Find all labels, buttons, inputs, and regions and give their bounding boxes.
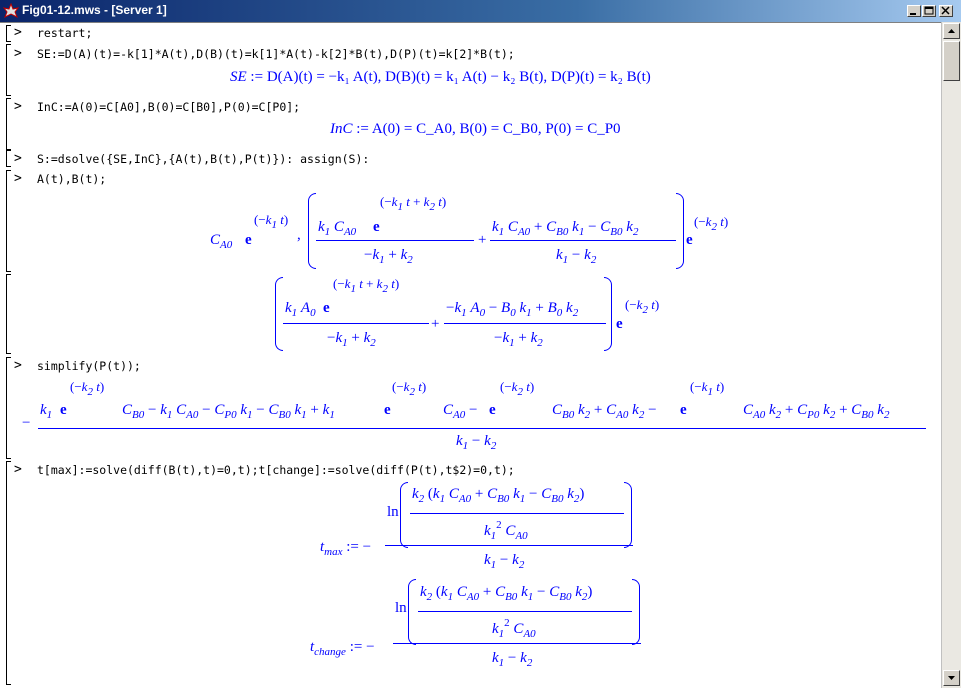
prompt: > <box>14 358 22 373</box>
output-se-name: SE <box>230 69 247 85</box>
scroll-thumb[interactable] <box>943 41 960 81</box>
tmax-label-subscript: max <box>324 546 343 558</box>
ln-label: ln <box>395 600 407 616</box>
output-se-rhs: D(A)(t) = −k₁ A(t), D(B)(t) = k₁ A(t) − k₂ B(t), D(P)(t) = k₂ B(t) <box>266 69 651 85</box>
arrow-up-icon <box>944 24 959 38</box>
assign-operator: := <box>356 121 369 137</box>
assign-operator: := <box>346 539 359 555</box>
command-se[interactable]: SE:=D(A)(t)=-k[1]*A(t),D(B)(t)=k[1]*A(t)-k[2]*B(t),D(P)(t)=k[2]*B(t); <box>37 47 515 61</box>
ln-label: ln <box>387 504 399 520</box>
group-bracket[interactable] <box>6 274 11 354</box>
minimize-button[interactable] <box>907 5 921 17</box>
assign-operator: := <box>349 639 363 655</box>
prompt: > <box>14 25 22 40</box>
scroll-down-button[interactable] <box>943 670 960 686</box>
group-bracket[interactable] <box>6 170 11 272</box>
prompt: > <box>14 151 22 166</box>
output-inc-rhs: A(0) = C_A0, B(0) = C_B0, P(0) = C_P0 <box>371 121 621 137</box>
scroll-up-button[interactable] <box>943 23 960 39</box>
minimize-icon <box>908 6 920 16</box>
tchange-label: $t_{change}$ <box>310 639 346 658</box>
prompt: > <box>14 46 22 61</box>
maximize-button[interactable] <box>922 5 936 17</box>
maximize-icon <box>923 6 935 16</box>
command-ab[interactable]: A(t),B(t); <box>37 172 107 186</box>
arrow-down-icon <box>944 671 959 685</box>
command-simplify[interactable]: simplify(P(t)); <box>37 359 141 373</box>
tmax-label: $t_{max}$ <box>320 539 343 558</box>
maple-leaf-icon <box>3 3 19 19</box>
tchange-label-subscript: change <box>314 646 346 658</box>
output-inc <box>330 122 621 137</box>
group-bracket[interactable] <box>6 25 11 42</box>
close-button[interactable] <box>939 5 953 17</box>
group-bracket[interactable] <box>6 461 11 685</box>
prompt: > <box>14 171 22 186</box>
close-icon <box>940 6 952 16</box>
prompt: > <box>14 462 22 477</box>
output-inc-name: InC <box>330 121 353 137</box>
group-bracket[interactable] <box>6 44 11 96</box>
command-restart[interactable]: restart; <box>37 26 93 40</box>
command-dsolve[interactable]: S:=dsolve({SE,InC},{A(t),B(t),P(t)}): assign(S): <box>37 152 370 166</box>
vertical-scrollbar[interactable] <box>941 22 961 688</box>
command-inc[interactable]: InC:=A(0)=C[A0],B(0)=C[B0],P(0)=C[P0]; <box>37 100 301 114</box>
group-bracket[interactable] <box>6 150 11 167</box>
output-se <box>230 70 651 85</box>
worksheet[interactable]: > restart; > SE:=D(A)(t)=-k[1]*A(t),D(B)(t)=k[1]*A(t)-k[2]*B(t),D(P)(t)=k[2]*B(t); > InC:=A(0)=C[A0],B(0)=C[B0],P(0)=C[P0]; > S:=dsolve({SE,InC},{A(t),B(t),P(t)}): assign(S): > A(t),B(t); > simplify(P(t)); > t[max]:=solve(diff(B(t),t)=0,t);t[change]:=solve(diff(P(t),t$2)=0,t); SE := D(A)(t) = −k₁ A(t), D(B)(t) = k₁ A(t) − k₂ B(t), D(P)(t) = k₂ B(t) InC := A(0) = C_A0, B(0) = C_B0, P(0) = C_P0 $C_{A0}$ e ($-k_1$ t) , $k_1$ $C_{A0}$ e ($-k_1$ $t + k_2$ t) $-k_1 + k_2$ + $k_1$ $C_{A0} + C_{B0}$ $k_1 - C_{B0}$ $k_2$ $k_1 - k_2$ e ($-k_2$ t) $k_1$ $A_0$ e ($-k_1$ $t + k_2$ t) $-k_1 + k_2$ + $-k_1$ $A_0 - B_0$ $k_1 + B_0$ $k_2$ $-k_1 + k_2$ e ($-k_2$ t) − $k_1$ e ($-k_2$ t) $C_{B0} - k_1$ $C_{A0} - C_{P0}$ $k_1 - C_{B0}$ $k_1 + k_1$ e ($-k_2$ t) $C_{A0}$ − e ($-k_2$ t) $C_{B0}$ $k_2 + C_{A0}$ $k_2$ − e ($-k_1$ t) $C_{A0}$ $k_2 + C_{P0}$ $k_2 + C_{B0}$ $k_2$ $k_1 - k_2$ $t_{max}$ := − ln $k_2$ ($k_1$ $C_{A0} + C_{B0}$ $k_1 - C_{B0}$ $k_2$) $k_1^2$ $C_{A0}$ $k_1 - k_2$ $t_{change}$ := − ln $k_2$ ($k_1$ $C_{A0} + C_{B0}$ $k_1 - C_{B0}$ $k_2$) $k_1^2$ $C_{A0}$ $k_1 - k_2$ <box>0 23 941 688</box>
command-tmax[interactable]: t[max]:=solve(diff(B(t),t)=0,t);t[change]:=solve(diff(P(t),t$2)=0,t); <box>37 463 515 477</box>
group-bracket[interactable] <box>6 98 11 150</box>
assign-operator: := <box>250 69 264 85</box>
group-bracket[interactable] <box>6 357 11 459</box>
prompt: > <box>14 99 22 114</box>
title-bar[interactable] <box>0 0 961 22</box>
window-title: Fig01-12.mws - [Server 1] <box>22 3 167 17</box>
